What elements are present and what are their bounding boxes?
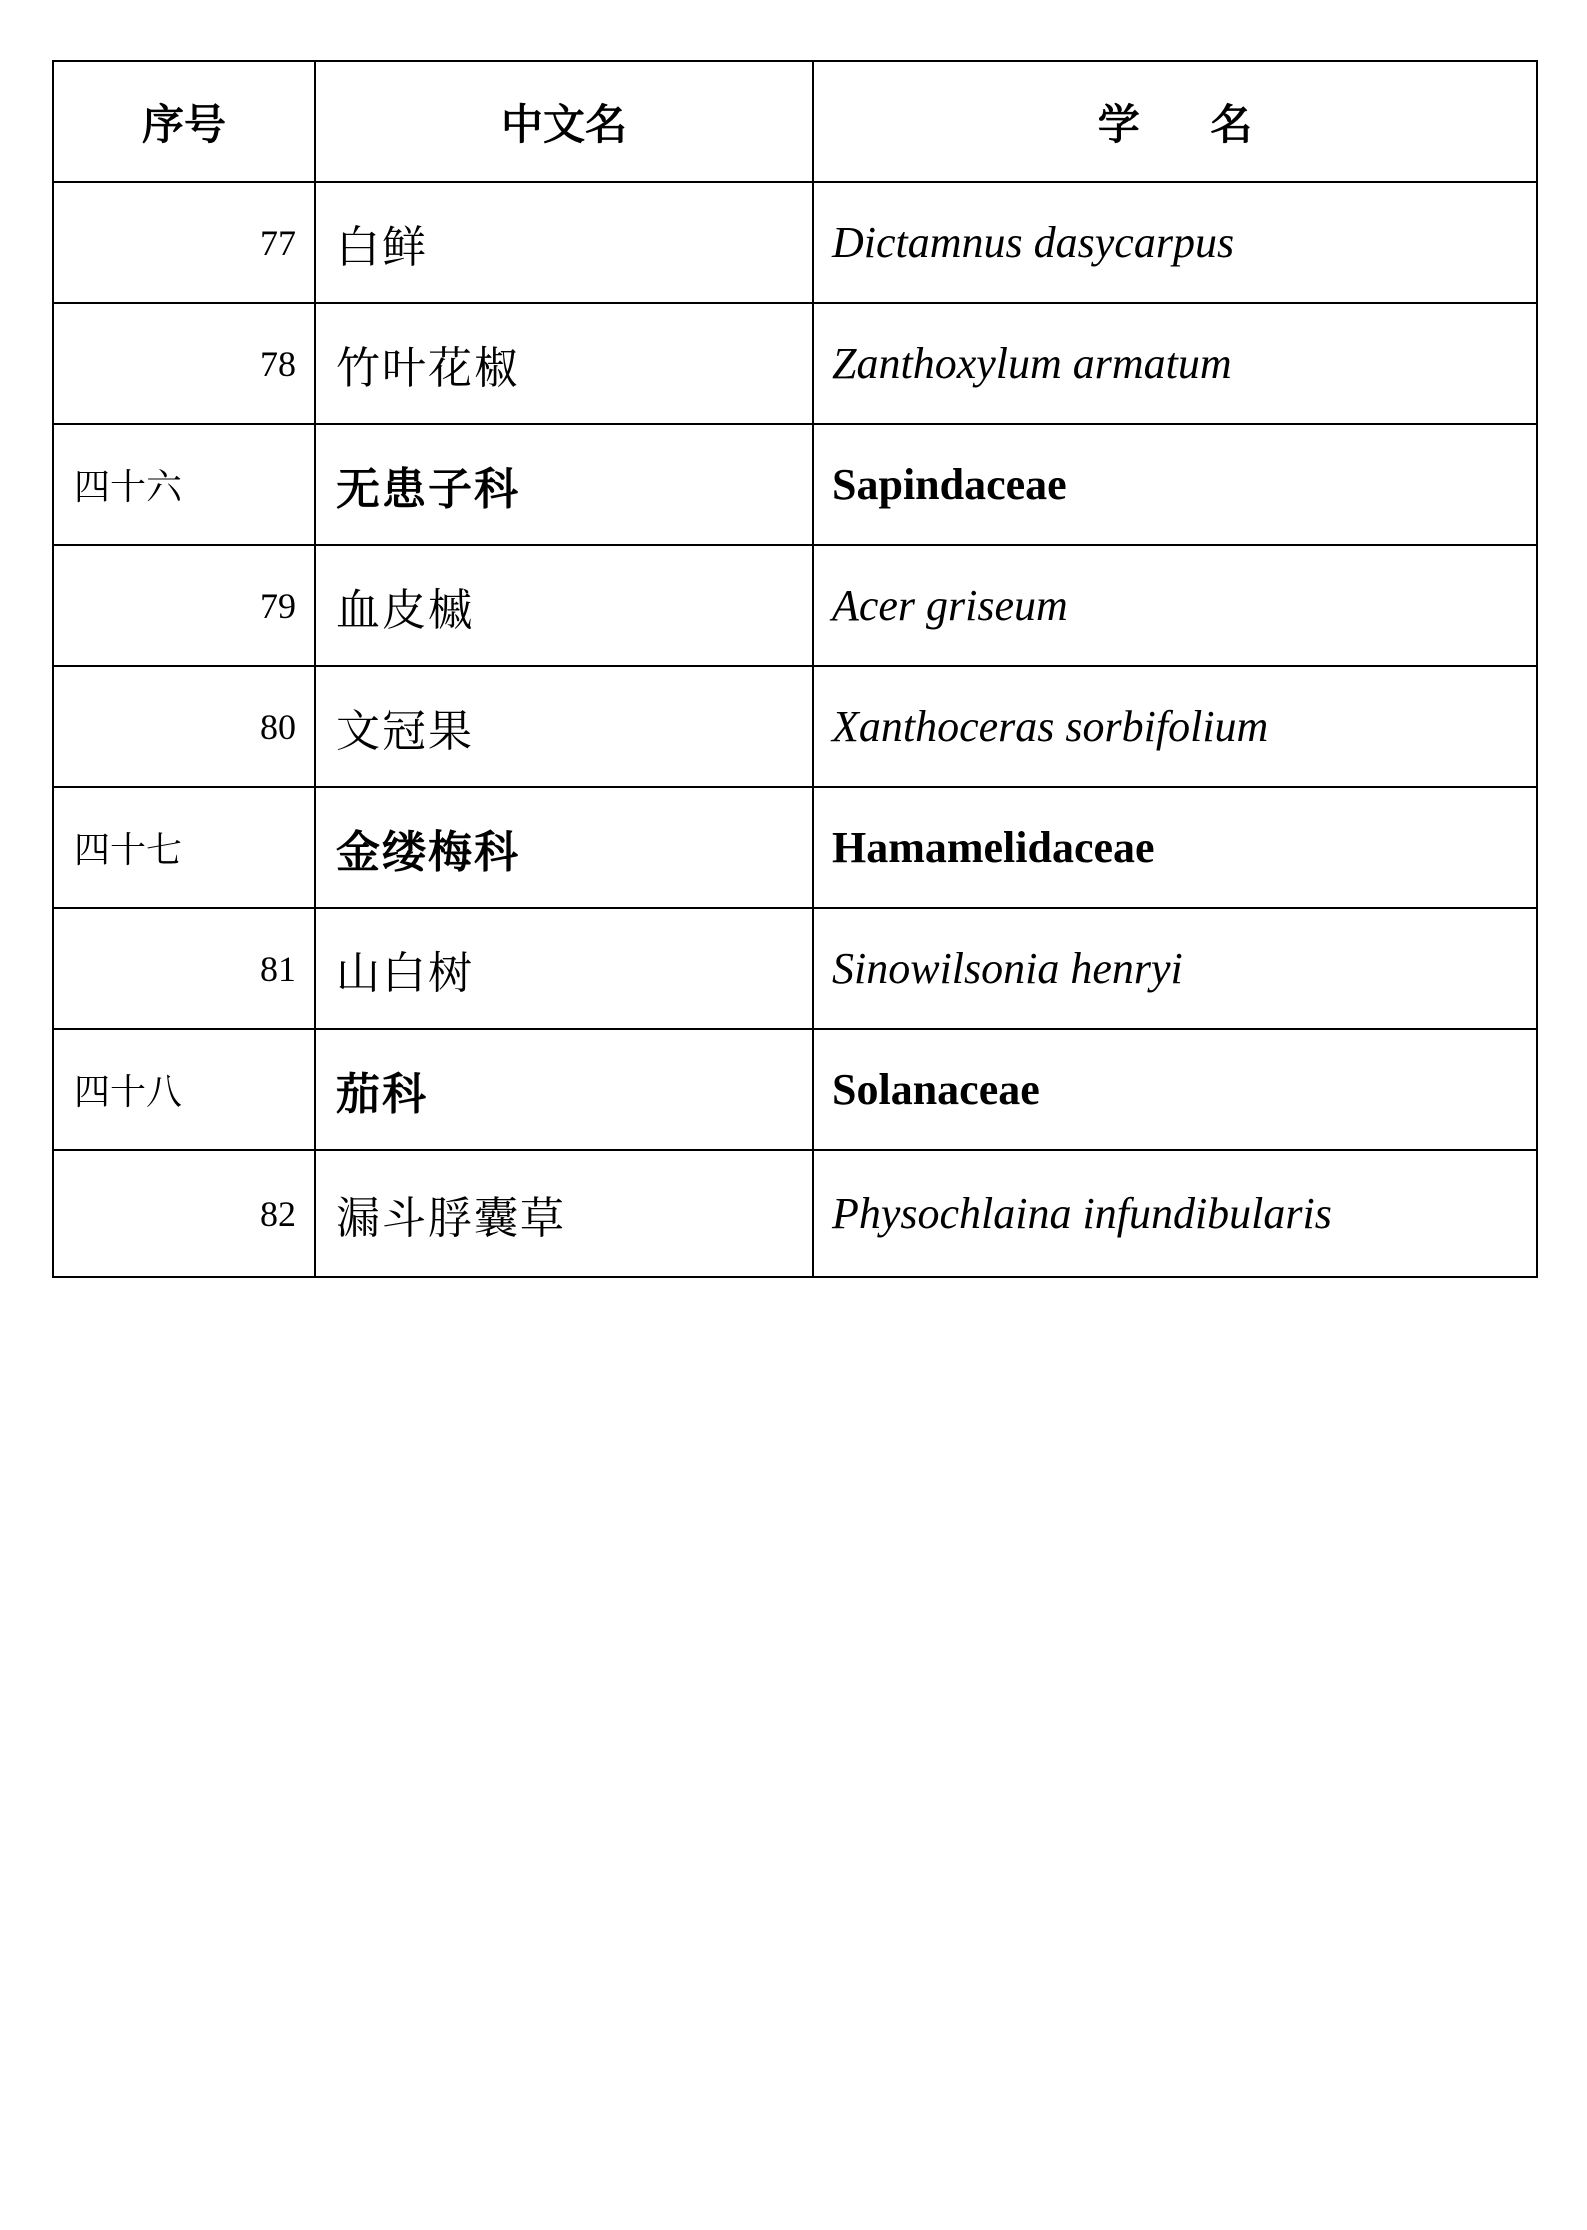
row-chinese-name: 漏斗脬囊草: [315, 1150, 813, 1277]
family-chinese-name: 金缕梅科: [315, 787, 813, 908]
row-scientific-name: Zanthoxylum armatum: [813, 303, 1537, 424]
header-scientific-name-text: 学 名: [1097, 99, 1281, 149]
row-chinese-name: 竹叶花椒: [315, 303, 813, 424]
row-index: 78: [53, 303, 315, 424]
table-row-species: [53, 182, 1537, 303]
row-index: 80: [53, 666, 315, 787]
table-row-species: [53, 666, 1537, 787]
family-index: 四十六: [53, 424, 315, 545]
row-chinese-name: 白鲜: [315, 182, 813, 303]
table-row-species: [53, 908, 1537, 1029]
table-row-species: [53, 1150, 1537, 1277]
family-chinese-name: 无患子科: [315, 424, 813, 545]
header-index: 序号: [53, 61, 315, 182]
table-row-species: [53, 545, 1537, 666]
row-index: 77: [53, 182, 315, 303]
table-row-species: [53, 303, 1537, 424]
family-scientific-name: Solanaceae: [813, 1029, 1537, 1150]
family-scientific-name: Sapindaceae: [813, 424, 1537, 545]
table-row-family: [53, 424, 1537, 545]
row-scientific-name: Dictamnus dasycarpus: [813, 182, 1537, 303]
family-chinese-name: 茄科: [315, 1029, 813, 1150]
row-chinese-name: 文冠果: [315, 666, 813, 787]
family-index: 四十八: [53, 1029, 315, 1150]
row-index: 79: [53, 545, 315, 666]
row-index: 81: [53, 908, 315, 1029]
row-chinese-name: 血皮槭: [315, 545, 813, 666]
protected-species-table: [52, 60, 1538, 1278]
row-scientific-name: Sinowilsonia henryi: [813, 908, 1537, 1029]
row-scientific-name: Acer griseum: [813, 545, 1537, 666]
row-scientific-name: Physochlaina infundibularis: [813, 1150, 1537, 1277]
row-index: 82: [53, 1150, 315, 1277]
family-index: 四十七: [53, 787, 315, 908]
table-header-row: [53, 61, 1537, 182]
header-scientific-name: [813, 61, 1537, 182]
table-row-family: [53, 787, 1537, 908]
header-chinese-name: 中文名: [315, 61, 813, 182]
row-scientific-name: Xanthoceras sorbifolium: [813, 666, 1537, 787]
row-chinese-name: 山白树: [315, 908, 813, 1029]
table-row-family: [53, 1029, 1537, 1150]
family-scientific-name: Hamamelidaceae: [813, 787, 1537, 908]
